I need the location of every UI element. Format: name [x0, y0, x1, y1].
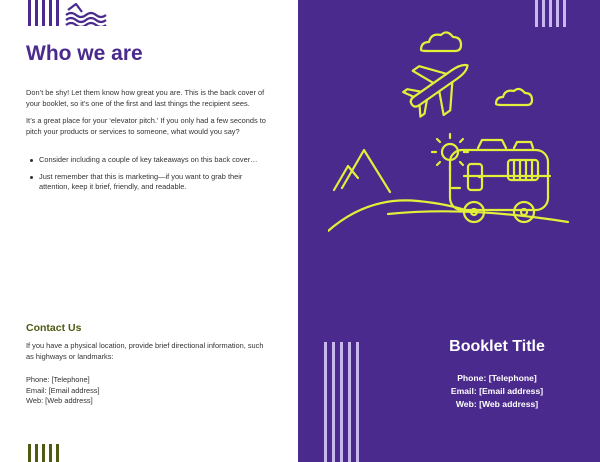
who-we-are-heading: Who we are: [26, 42, 143, 65]
contact-details: [26, 375, 100, 407]
bottom-stripe-decoration: [28, 444, 59, 462]
waves-icon: [64, 2, 108, 26]
intro-paragraph: Don’t be shy! Let them know how great you are. This is the back cover of your booklet, so it’s one of the first and last things the recipient sees.: [26, 88, 265, 108]
list-item: Consider including a couple of key takeaways on this back cover…: [26, 155, 272, 166]
airplane-icon: [396, 43, 483, 126]
cloud-icon: [421, 32, 461, 51]
contact-heading: Contact Us: [26, 322, 82, 334]
cloud-icon: [496, 89, 532, 105]
bottom-stripe-decoration: [324, 342, 359, 462]
hill-icon: [328, 200, 468, 231]
mountain-icon: [334, 150, 390, 192]
front-cover-panel: [298, 0, 600, 462]
pitch-paragraph: It’s a great place for your ‘elevator pitch.’ If you only had a few seconds to pitch your products or services to someone, what would you say?: [26, 116, 266, 136]
top-stripe-decoration: [28, 0, 59, 26]
takeaway-list: [26, 155, 272, 199]
web-line: Web: [Web address]: [26, 396, 93, 406]
front-contact-details: [394, 372, 600, 411]
list-item: Just remember that this is marketing—if you want to grab their attention, keep it brief, friendly, and readable.: [26, 172, 272, 193]
travel-illustration: [328, 26, 578, 236]
back-cover-panel: [0, 0, 298, 462]
booklet-title: Booklet Title: [449, 338, 545, 355]
email-line: Email: [Email address]: [450, 386, 544, 396]
email-line: Email: [Email address]: [26, 385, 100, 395]
phone-line: Phone: [Telephone]: [457, 373, 537, 383]
top-stripe-decoration: [535, 0, 566, 27]
web-line: Web: [Web address]: [455, 399, 539, 409]
phone-line: Phone: [Telephone]: [26, 375, 90, 384]
contact-paragraph: If you have a physical location, provide brief directional information, such as highways or landmarks:: [26, 341, 264, 361]
